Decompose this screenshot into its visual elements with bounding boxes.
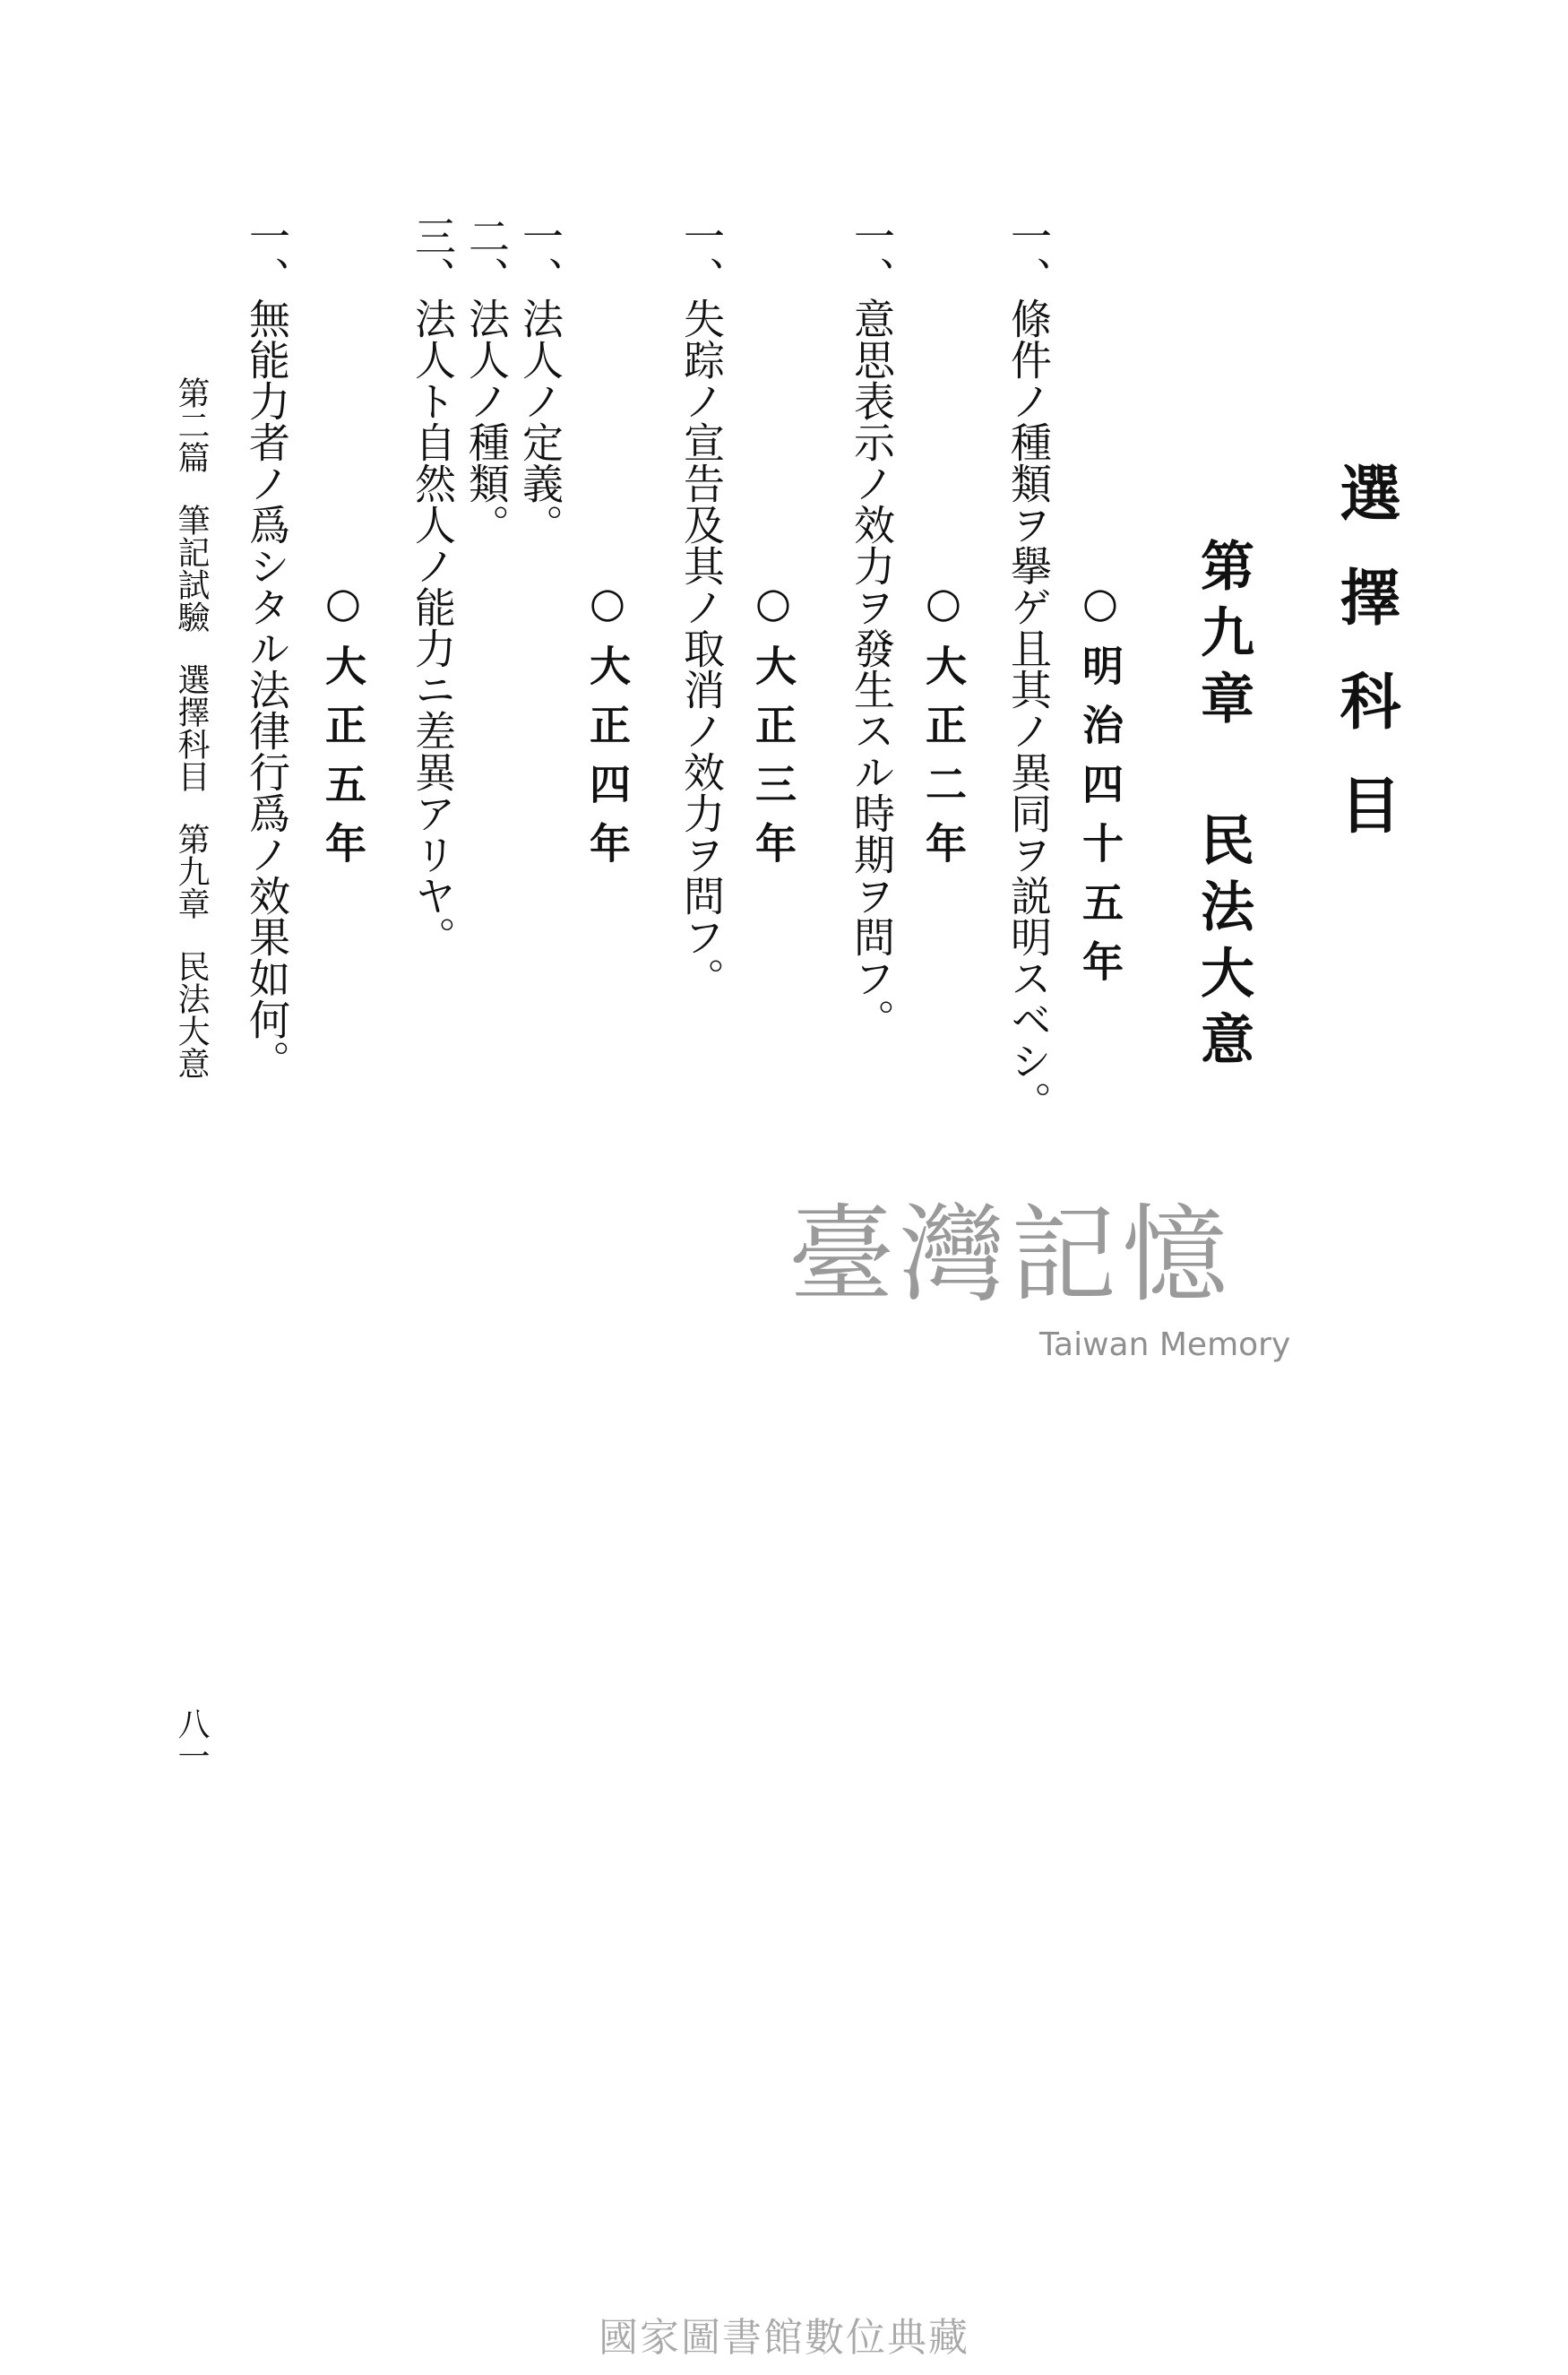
running-footer bbox=[173, 376, 210, 1079]
exam-year: ○大正五年 bbox=[319, 578, 367, 881]
exam-question: 一、條件ノ種類ヲ擧ゲ且其ノ異同ヲ説明スベシ。 bbox=[1004, 215, 1053, 1122]
exam-question: 一、失踪ノ宣告及其ノ取消ノ效力ヲ問フ。 bbox=[677, 215, 726, 998]
exam-question: 三、法人ト自然人ノ能力ニ差異アリヤ。 bbox=[409, 215, 457, 957]
exam-year: ○大正三年 bbox=[749, 578, 797, 881]
footer-part: 第二篇 bbox=[173, 376, 210, 473]
exam-year: ○大正二年 bbox=[919, 578, 968, 881]
taiwan-memory-watermark bbox=[788, 1192, 1290, 1389]
exam-question: 二、法人ノ種類。 bbox=[462, 215, 511, 545]
page-number: 八一 bbox=[173, 1707, 210, 1772]
watermark-english: Taiwan Memory bbox=[1039, 1326, 1291, 1363]
footer-section: 筆記試驗 bbox=[173, 504, 210, 633]
chapter-title: 第九章 民法大意 bbox=[1192, 538, 1254, 1077]
library-credit: 國家圖書館數位典藏 bbox=[599, 2315, 969, 2361]
exam-year: ○大正四年 bbox=[583, 578, 632, 881]
exam-question: 一、無能力者ノ爲シタル法律行爲ノ效果如何。 bbox=[243, 215, 291, 1081]
footer-chapter-title: 民法大意 bbox=[173, 950, 210, 1079]
watermark-chinese: 臺灣記憶 bbox=[788, 1193, 1234, 1317]
section-title: 選擇科目 bbox=[1330, 462, 1401, 877]
footer-chapter: 第九章 bbox=[173, 823, 210, 920]
footer-subject: 選擇科目 bbox=[173, 663, 210, 792]
exam-year: ○明治四十五年 bbox=[1076, 578, 1124, 999]
exam-question: 一、法人ノ定義。 bbox=[516, 215, 564, 545]
exam-question: 一、意思表示ノ效力ヲ發生スル時期ヲ問フ。 bbox=[848, 215, 896, 1040]
